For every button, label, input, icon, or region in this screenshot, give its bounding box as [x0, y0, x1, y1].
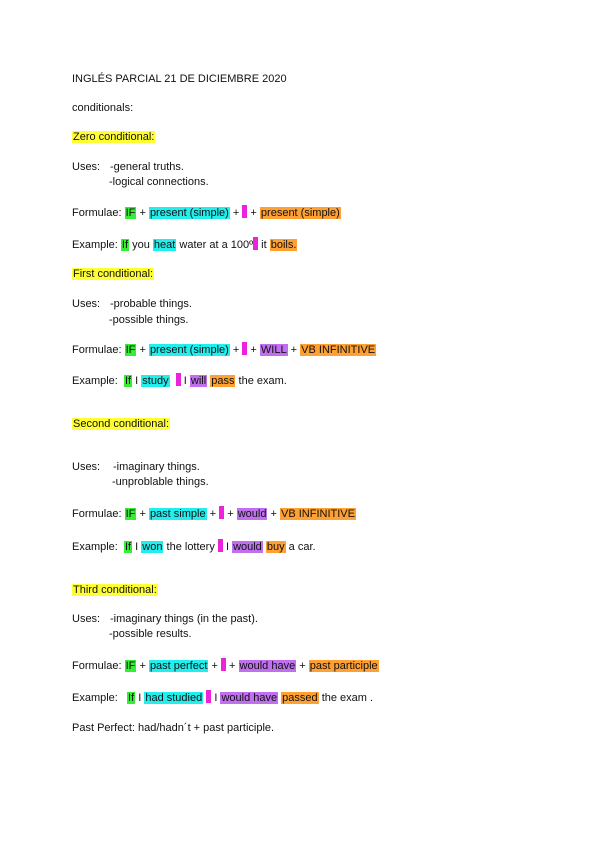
- third-use-1: -imaginary things (in the past).: [110, 613, 258, 625]
- comma-marker: [221, 658, 226, 671]
- zero-use-2: -logical connections.: [109, 176, 209, 188]
- zero-formula: [72, 205, 341, 220]
- example-label: Example:: [72, 692, 118, 704]
- plus-sign: +: [227, 508, 234, 520]
- formula-label: Formulae:: [72, 344, 122, 356]
- comma-marker: [242, 205, 247, 218]
- third-use-2: -possible results.: [109, 628, 192, 640]
- example-won: won: [142, 541, 163, 553]
- formula-if: IF: [125, 344, 136, 356]
- example-text: the lottery: [163, 541, 218, 553]
- second-use-2: -unproblable things.: [112, 476, 209, 488]
- plus-sign: +: [250, 344, 257, 356]
- example-would-have: would have: [221, 692, 278, 704]
- third-conditional-heading: [72, 583, 158, 597]
- example-if: If: [124, 375, 132, 387]
- example-text: the exam .: [318, 692, 374, 704]
- zero-conditional-heading: [72, 130, 155, 144]
- example-had-studied: had studied: [145, 692, 203, 704]
- formula-would-have: would have: [239, 660, 296, 672]
- comma-marker: [242, 342, 247, 355]
- third-example: [72, 690, 373, 705]
- zero-use-1: -general truths.: [110, 161, 184, 173]
- first-uses-label: Uses:: [72, 298, 101, 310]
- first-example: [72, 373, 287, 388]
- second-formula: [72, 506, 356, 521]
- plus-sign: +: [232, 207, 240, 219]
- formula-label: Formulae:: [72, 660, 122, 672]
- first-conditional-heading: [72, 267, 154, 281]
- past-perfect-note: Past Perfect: had/hadn´t + past participle.: [72, 722, 275, 734]
- first-heading-text: First conditional:: [73, 268, 154, 280]
- formula-present-simple: present (simple): [149, 207, 229, 219]
- example-if: If: [128, 692, 135, 704]
- formula-past-simple: past simple: [149, 508, 206, 520]
- formula-will: WILL: [260, 344, 287, 356]
- formula-present-simple: present (simple): [149, 344, 229, 356]
- example-text: I: [222, 541, 233, 553]
- plus-sign: +: [229, 660, 236, 672]
- zero-heading-text: Zero conditional:: [73, 131, 155, 143]
- third-uses-label: Uses:: [72, 613, 101, 625]
- formula-vb-infinitive: VB INFINITIVE: [301, 344, 376, 356]
- plus-sign: +: [209, 508, 217, 520]
- formula-past-perfect: past perfect: [149, 660, 208, 672]
- example-text: water at a 100º: [176, 239, 254, 251]
- second-heading-text: Second conditional:: [73, 418, 170, 430]
- example-label: Example:: [72, 239, 118, 251]
- plus-sign: +: [139, 344, 146, 356]
- comma-marker: [219, 506, 224, 519]
- example-text: a car.: [285, 541, 316, 553]
- plus-sign: +: [250, 207, 257, 219]
- document-subtitle: conditionals:: [72, 102, 134, 114]
- example-text: the exam.: [235, 375, 287, 387]
- example-heat: heat: [153, 239, 176, 251]
- zero-example: [72, 237, 297, 252]
- formula-label: Formulae:: [72, 508, 122, 520]
- third-heading-text: Third conditional:: [73, 584, 157, 596]
- example-passed: passed: [282, 692, 318, 704]
- plus-sign: +: [139, 207, 146, 219]
- example-would: would: [233, 541, 262, 553]
- zero-uses-label: Uses:: [72, 161, 101, 173]
- second-conditional-heading: [72, 417, 170, 431]
- formula-vb-infinitive: VB INFINITIVE: [281, 508, 355, 520]
- example-text: I: [180, 375, 190, 387]
- example-boils: boils.: [270, 239, 297, 251]
- plus-sign: +: [270, 508, 277, 520]
- plus-sign: +: [299, 660, 306, 672]
- example-buy: buy: [266, 541, 285, 553]
- second-use-1: -imaginary things.: [113, 461, 200, 473]
- formula-label: Formulae:: [72, 207, 122, 219]
- formula-would: would: [237, 508, 267, 520]
- example-pass: pass: [211, 375, 235, 387]
- plus-sign: +: [211, 660, 218, 672]
- formula-if: IF: [125, 207, 136, 219]
- example-label: Example:: [72, 541, 118, 553]
- example-if: If: [121, 239, 129, 251]
- formula-past-participle: past participle: [309, 660, 378, 672]
- formula-if: IF: [125, 508, 136, 520]
- plus-sign: +: [232, 344, 240, 356]
- example-text: I: [132, 375, 142, 387]
- first-use-2: -possible things.: [109, 314, 189, 326]
- plus-sign: +: [290, 344, 298, 356]
- example-text: I: [135, 692, 145, 704]
- plus-sign: +: [139, 508, 146, 520]
- second-example: [72, 539, 316, 554]
- example-will: will: [190, 375, 207, 387]
- example-text: it: [258, 239, 270, 251]
- document-title: INGLÉS PARCIAL 21 DE DICIEMBRE 2020: [72, 73, 287, 85]
- formula-if: IF: [125, 660, 136, 672]
- example-text: you: [129, 239, 153, 251]
- plus-sign: +: [139, 660, 146, 672]
- first-formula: [72, 342, 376, 357]
- example-if: If: [124, 541, 132, 553]
- example-text: I: [211, 692, 221, 704]
- example-label: Example:: [72, 375, 118, 387]
- first-use-1: -probable things.: [110, 298, 192, 310]
- example-study: study: [142, 375, 169, 387]
- formula-present-simple-2: present (simple): [260, 207, 340, 219]
- third-formula: [72, 658, 379, 673]
- example-text: I: [132, 541, 142, 553]
- second-uses-label: Uses:: [72, 461, 101, 473]
